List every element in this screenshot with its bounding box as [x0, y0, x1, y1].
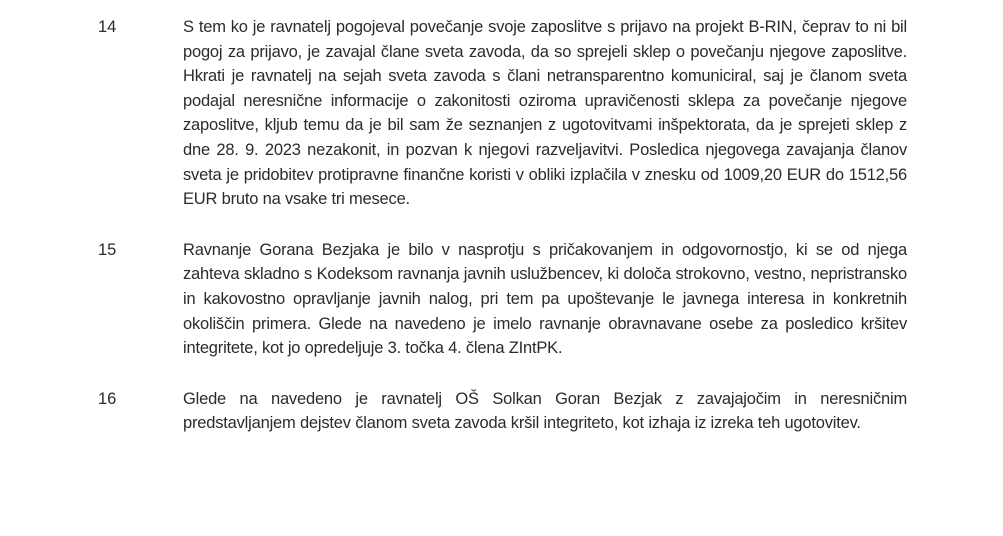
- paragraph-text: S tem ko je ravnatelj pogojeval povečanje svoje zaposlitve s prijavo na projekt B-RIN, čeprav to ni bil pogoj za prijavo, je zavajal člane sveta zavoda, da so sprejeli sklep o povečanju njegove zaposlitve. Hkrati je ravnatelj na sejah sveta zavoda s člani netransparentno komuniciral, saj je članom sveta podajal neresnične informacije o zakonitosti oziroma upravičenosti sklepa za povečanje njegove zaposlitve, kljub temu da je bil sam že seznanjen z ugotovitvami inšpektorata, da je sprejeti sklep z dne 28. 9. 2023 nezakonit, in pozvan k njegovi razveljavitvi. Posledica njegovega zavajanja članov sveta je pridobitev protipravne finančne koristi v obliki izplačila v znesku od 1009,20 EUR do 1512,56 EUR bruto na vsake tri mesece.: [183, 18, 907, 209]
- paragraph-text: Glede na navedeno je ravnatelj OŠ Solkan Goran Bezjak z zavajajočim in neresničnim predstavljanjem dejstev članom sveta zavoda kršil integriteto, kot izhaja iz izreka teh ugotovitev.: [183, 389, 907, 433]
- paragraph-number: 16: [98, 389, 117, 408]
- numbered-paragraph: [98, 238, 907, 361]
- numbered-paragraph: [98, 387, 907, 436]
- paragraph-text: Ravnanje Gorana Bezjaka je bilo v nasprotju s pričakovanjem in odgovornostjo, ki se od njega zahteva skladno s Kodeksom ravnanja javnih uslužbencev, ki določa strokovno, vestno, nepristransko in kakovostno opravljanje javnih nalog, pri tem pa upoštevanje le javnega interesa in konkretnih okoliščin primera. Glede na navedeno je imelo ravnanje obravnavane osebe za posledico kršitev integritete, kot jo opredeljuje 3. točka 4. člena ZIntPK.: [183, 240, 907, 358]
- numbered-paragraph: [98, 15, 907, 212]
- paragraph-number: 14: [98, 18, 117, 36]
- paragraph-number: 15: [98, 240, 117, 259]
